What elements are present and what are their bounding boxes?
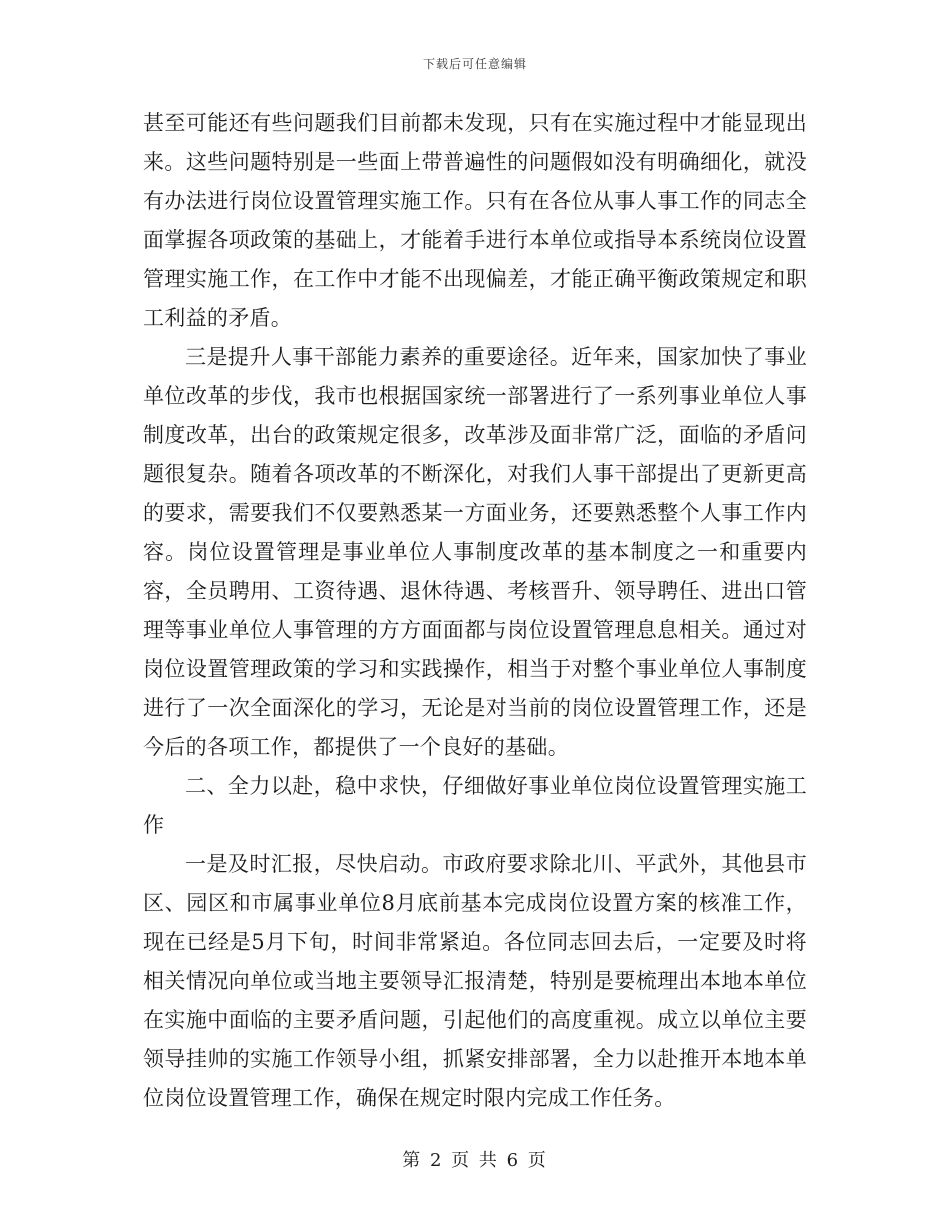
paragraph-1: 甚至可能还有些问题我们目前都未发现，只有在实施过程中才能显现出来。这些问题特别是一些面上带普遍性的问题假如没有明确细化，就没有办法进行岗位设置管理实施工作。只有在各位从事人事工作的同志全面掌握各项政策的基础上，才能着手进行本单位或指导本系统岗位设置管理实施工作，在工作中才能不出现偏差，才能正确平衡政策规定和职工利益的矛盾。 (143, 111, 807, 330)
page-number-footer: 第 2 页 共 6 页 (402, 1150, 548, 1171)
document-body (143, 104, 807, 1118)
section-heading: 二、全力以赴，稳中求快，仔细做好事业单位岗位设置管理实施工作 (143, 774, 807, 837)
paragraph-3: 一是及时汇报，尽快启动。市政府要求除北川、平武外，其他县市区、园区和市属事业单位8月底前基本完成岗位设置方案的核准工作，现在已经是5月下旬，时间非常紧迫。各位同志回去后，一定要及时将相关情况向单位或当地主要领导汇报清楚，特别是要梳理出本地本单位在实施中面临的主要矛盾问题，引起他们的高度重视。成立以单位主要领导挂帅的实施工作领导小组，抓紧安排部署，全力以赴推开本地本单位岗位设置管理工作，确保在规定时限内完成工作任务。 (143, 852, 807, 1110)
page-header: 下载后可任意编辑 (422, 57, 527, 71)
paragraph-2: 三是提升人事干部能力素养的重要途径。近年来，国家加快了事业单位改革的步伐，我市也根据国家统一部署进行了一系列事业单位人事制度改革，出台的政策规定很多，改革涉及面非常广泛，面临的矛盾问题很复杂。随着各项改革的不断深化，对我们人事干部提出了更新更高的要求，需要我们不仅要熟悉某一方面业务，还要熟悉整个人事工作内容。岗位设置管理是事业单位人事制度改革的基本制度之一和重要内容，全员聘用、工资待遇、退休待遇、考核晋升、领导聘任、进出口管理等事业单位人事管理的方方面面都与岗位设置管理息息相关。通过对岗位设置管理政策的学习和实践操作，相当于对整个事业单位人事制度进行了一次全面深化的学习，无论是对当前的岗位设置管理工作，还是今后的各项工作，都提供了一个良好的基础。 (143, 345, 807, 759)
